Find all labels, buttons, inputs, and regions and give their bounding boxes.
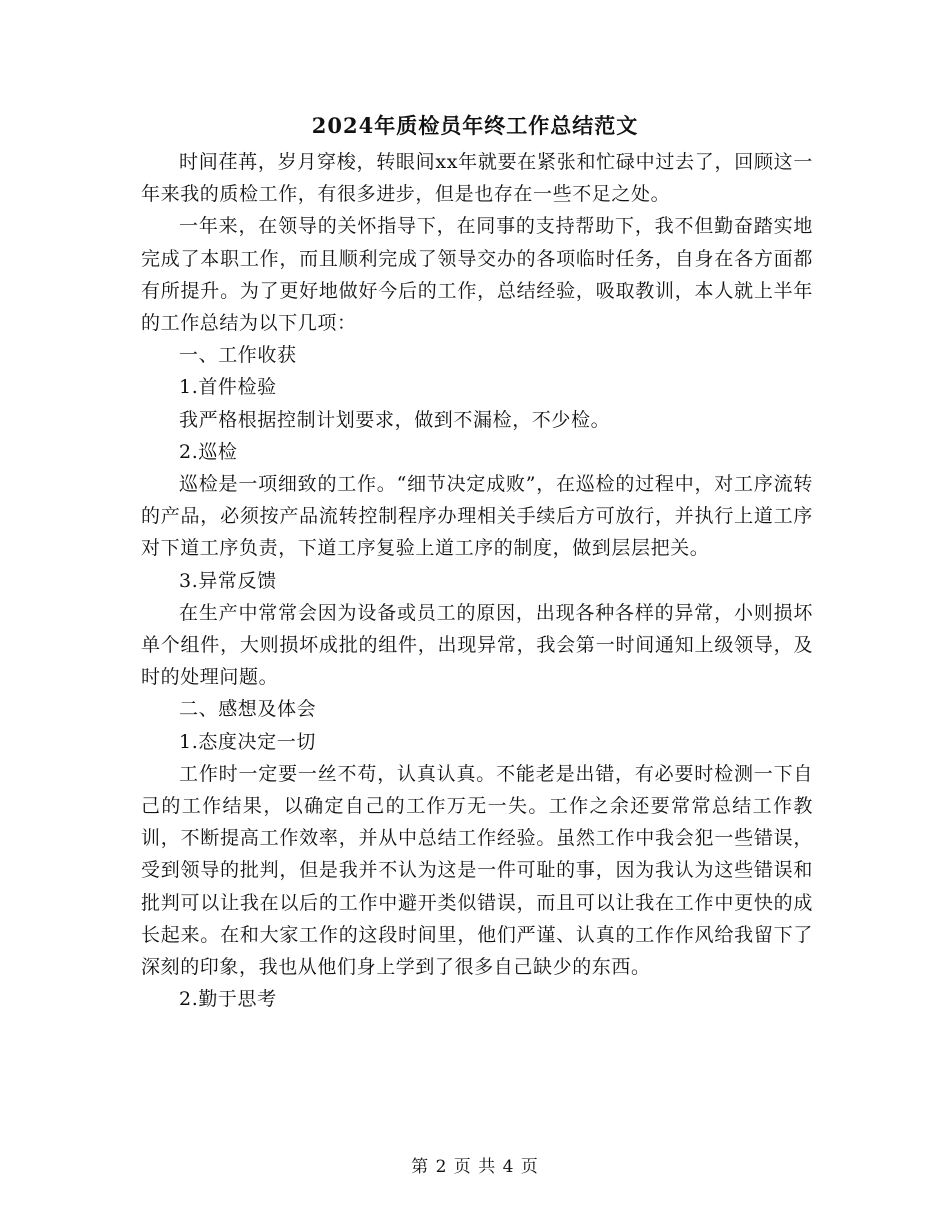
page-footer [0, 1152, 950, 1177]
paragraph: 工作时一定要一丝不苟，认真认真。不能老是出错，有必要时检测一下自己的工作结果，以确定自己的工作万无一失。工作之余还要常常总结工作教训，不断提高工作效率，并从中总结工作经验。虽然工作中我会犯一些错误，受到领导的批判，但是我并不认为这是一件可耻的事，因为我认为这些错误和批判可以让我在以后的工作中避开类似错误，而且可以让我在工作中更快的成长起来。在和大家工作的这段时间里，他们严谨、认真的工作作风给我留下了深刻的印象，我也从他们身上学到了很多自己缺少的东西。 [141, 762, 813, 979]
paragraph: 在生产中常常会因为设备或员工的原因，出现各种各样的异常，小则损坏单个组件，大则损坏成批的组件，出现异常，我会第一时间通知上级领导，及时的处理问题。 [141, 601, 813, 689]
paragraph: 我严格根据控制计划要求，做到不漏检，不少检。 [179, 408, 611, 431]
subsection-heading: 2.巡检 [179, 440, 238, 463]
page-number-label: 第 2 页 共 4 页 [411, 1157, 539, 1177]
paragraph: 巡检是一项细致的工作。“细节决定成败”，在巡检的过程中，对工序流转的产品，必须按产品流转控制程序办理相关手续后方可放行，并执行上道工序对下道工序负责，下道工序复验上道工序的制度，做到层层把关。 [141, 473, 813, 560]
subsection-heading: 3.异常反馈 [179, 569, 277, 592]
document-title: 2024年质检员年终工作总结范文 [311, 113, 639, 138]
paragraph: 时间荏苒，岁月穿梭，转眼间xx年就要在紧张和忙碌中过去了，回顾这一年来我的质检工作，有很多进步，但是也存在一些不足之处。 [141, 151, 813, 206]
subsection-heading: 1.态度决定一切 [179, 730, 316, 753]
section-heading: 一、工作收获 [179, 344, 297, 367]
subsection-heading: 2.勤于思考 [179, 988, 277, 1011]
section-heading: 二、感想及体会 [179, 698, 317, 721]
subsection-heading: 1.首件检验 [179, 376, 277, 399]
paragraph: 一年来，在领导的关怀指导下，在同事的支持帮助下，我不但勤奋踏实地完成了本职工作，而且顺利完成了领导交办的各项临时任务，自身在各方面都有所提升。为了更好地做好今后的工作，总结经验，吸取教训，本人就上半年的工作总结为以下几项： [141, 215, 813, 335]
document-body [141, 146, 813, 1015]
